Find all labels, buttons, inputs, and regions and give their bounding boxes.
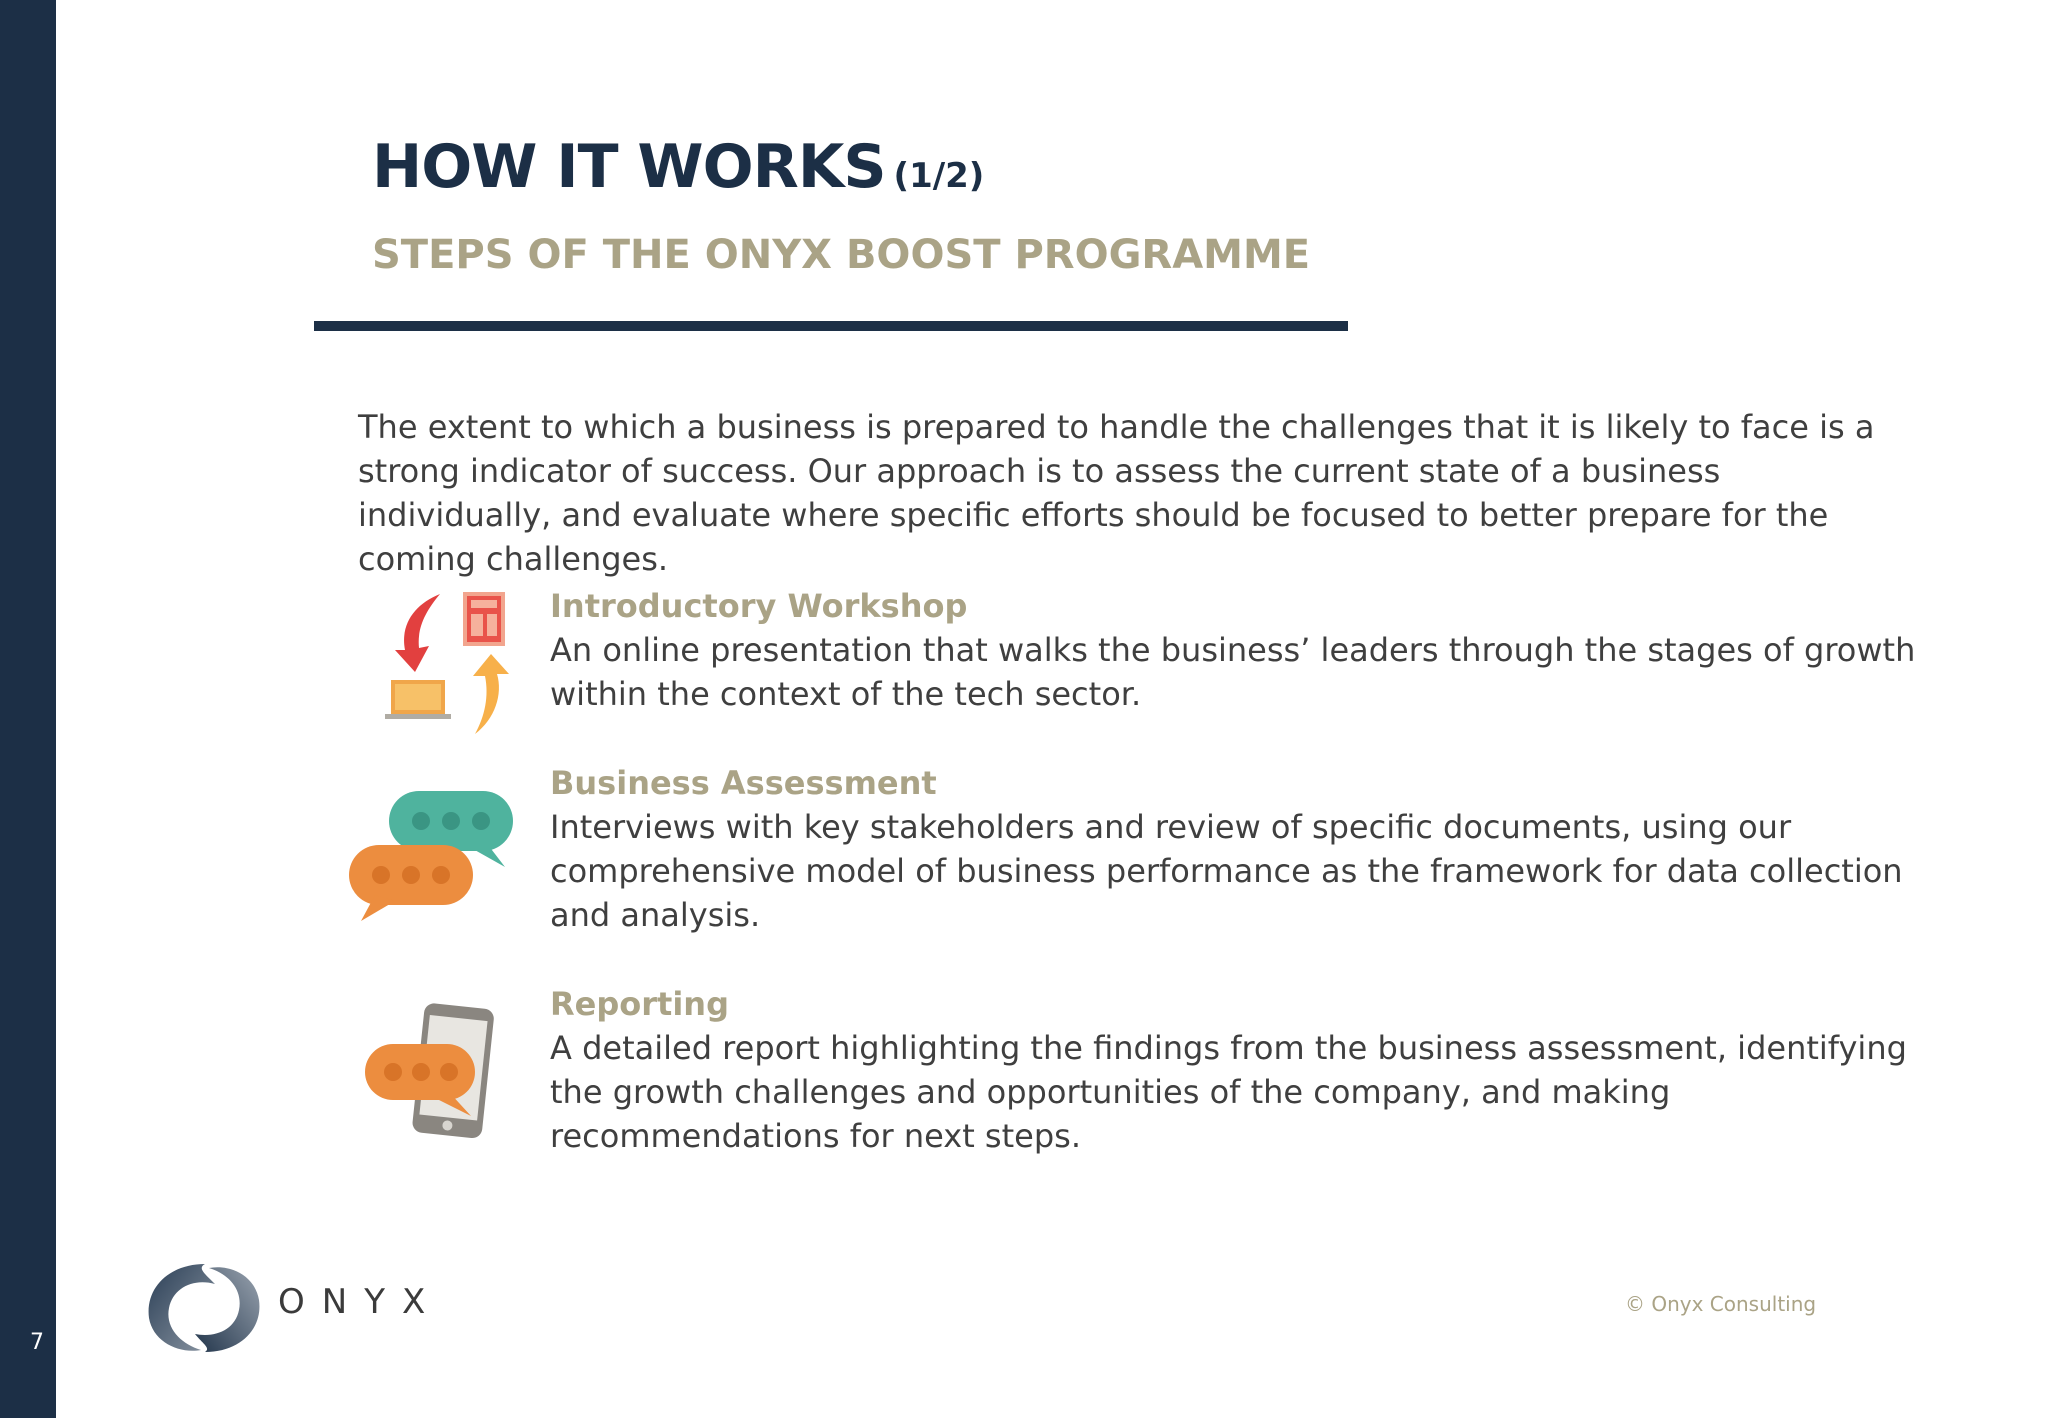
step-title: Reporting [550,985,729,1023]
page-title-text: HOW IT WORKS [372,132,886,202]
step-text [550,982,1930,1158]
page-number: 7 [30,1330,44,1355]
intro-paragraph: The extent to which a business is prepared to handle the challenges that it is likely to face is a strong indicator of success. Our approach is to assess the current state of a business individually, and evaluate where specific efforts should be focused to better prepare for the coming challenges. [358,408,1875,578]
phone-chat-icon [345,1002,525,1162]
step-title: Introductory Workshop [550,587,968,625]
chat-bubbles-icon [345,781,525,941]
copyright-notice: © Onyx Consulting [1625,1292,1817,1316]
step-description: An online presentation that walks the business’ leaders through the stages of growth within the context of the tech sector. [550,631,1916,713]
page-title [372,132,984,202]
title-divider [314,321,1348,331]
step-description: A detailed report highlighting the findings from the business assessment, identifying the growth challenges and opportunities of the company, and making recommendations for next steps. [550,1029,1907,1155]
step-text [550,761,1930,937]
step-description: Interviews with key stakeholders and review of specific documents, using our comprehensive model of business performance as the framework for data collection and analysis. [550,808,1903,934]
page-subtitle: STEPS OF THE ONYX BOOST PROGRAMME [372,232,1311,278]
step-title: Business Assessment [550,764,937,802]
logo-wordmark: ONYX [278,1282,443,1322]
title-block [372,132,984,202]
workshop-icon [345,584,525,744]
onyx-logo [145,1258,445,1358]
sidebar-band [0,0,56,1418]
onyx-logo-mark-icon [145,1258,265,1358]
step-text [550,584,1930,716]
page-title-suffix: (1/2) [893,156,985,196]
